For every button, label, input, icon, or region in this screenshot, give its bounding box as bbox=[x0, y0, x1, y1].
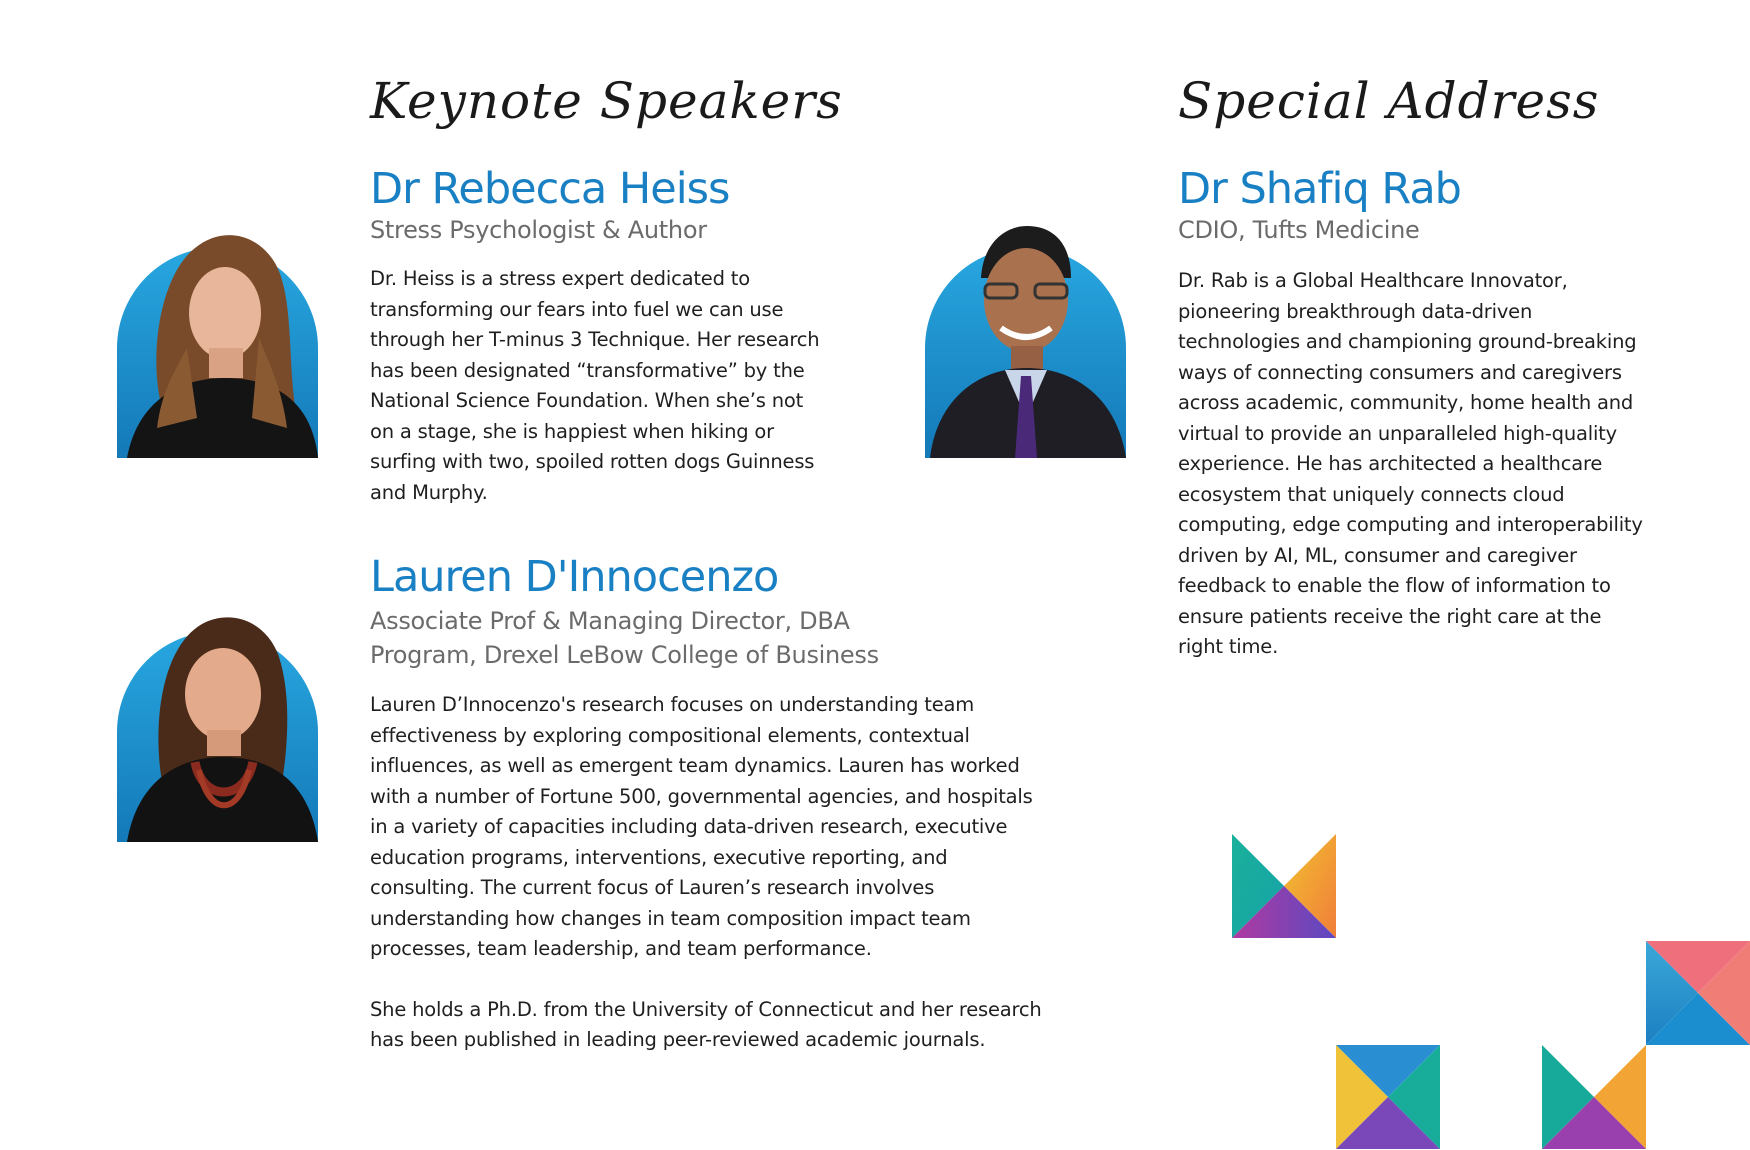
speaker-role: Associate Prof & Managing Director, DBA Program, Drexel LeBow College of Business bbox=[370, 607, 879, 669]
speaker-photo-shafiq-rab bbox=[925, 218, 1126, 458]
speaker-name: Dr Shafiq Rab bbox=[1178, 164, 1461, 214]
speaker-role: Stress Psychologist & Author bbox=[370, 216, 707, 244]
special-address-heading: Special Address bbox=[1178, 72, 1600, 130]
speaker-name: Dr Rebecca Heiss bbox=[370, 164, 730, 214]
speaker-photo-rebecca-heiss bbox=[117, 218, 318, 458]
speaker-photo-lauren-dinnocenzo bbox=[117, 602, 318, 842]
decorative-tile-triangles bbox=[1646, 941, 1750, 1045]
decorative-tile-logo-mark bbox=[1232, 834, 1336, 938]
bio-paragraph: Dr. Heiss is a stress expert dedicated to transforming our fears into fuel we can use through her T-minus 3 Technique. Her research has been designated “transformative” by the National Science Foundation. When she’s not on a stage, she is happiest when hiking or surfing with two, spoiled rotten dogs Guinness and Murphy. bbox=[370, 267, 820, 504]
bio-paragraph: Dr. Rab is a Global Healthcare Innovator, pioneering breakthrough data-driven technologies and championing ground-breaking ways of connecting consumers and caregivers across academic, community, home health and virtual to provide an unparalleled high-quality experience. He has architected a healthcare ecosystem that uniquely connects cloud computing, edge computing and interoperability driven by AI, ML, consumer and caregiver feedback to enable the flow of information to ensure patients receive the right care at the right time. bbox=[1178, 269, 1643, 658]
speaker-role: CDIO, Tufts Medicine bbox=[1178, 216, 1420, 244]
decorative-tile-hourglass bbox=[1336, 1045, 1440, 1149]
speaker-bio bbox=[1178, 266, 1648, 663]
speaker-name: Lauren D'Innocenzo bbox=[370, 552, 779, 602]
keynote-speakers-heading: Keynote Speakers bbox=[370, 72, 843, 130]
bio-paragraph: She holds a Ph.D. from the University of Connecticut and her research has been published in leading peer-reviewed academic journals. bbox=[370, 997, 1042, 1051]
speaker-bio bbox=[370, 690, 1045, 1056]
bio-paragraph: Lauren D’Innocenzo's research focuses on understanding team effectiveness by exploring compositional elements, contextual influences, as well as emergent team dynamics. Lauren has worked with a number of Fortune 500, governmental agencies, and hospitals in a variety of capacities including data-driven research, executive education programs, interventions, executive reporting, and consulting. The current focus of Lauren’s research involves understanding how changes in team composition impact team processes, team leadership, and team performance. bbox=[370, 693, 1033, 960]
speaker-bio bbox=[370, 264, 830, 508]
decorative-tile-logo-mark bbox=[1542, 1045, 1646, 1149]
